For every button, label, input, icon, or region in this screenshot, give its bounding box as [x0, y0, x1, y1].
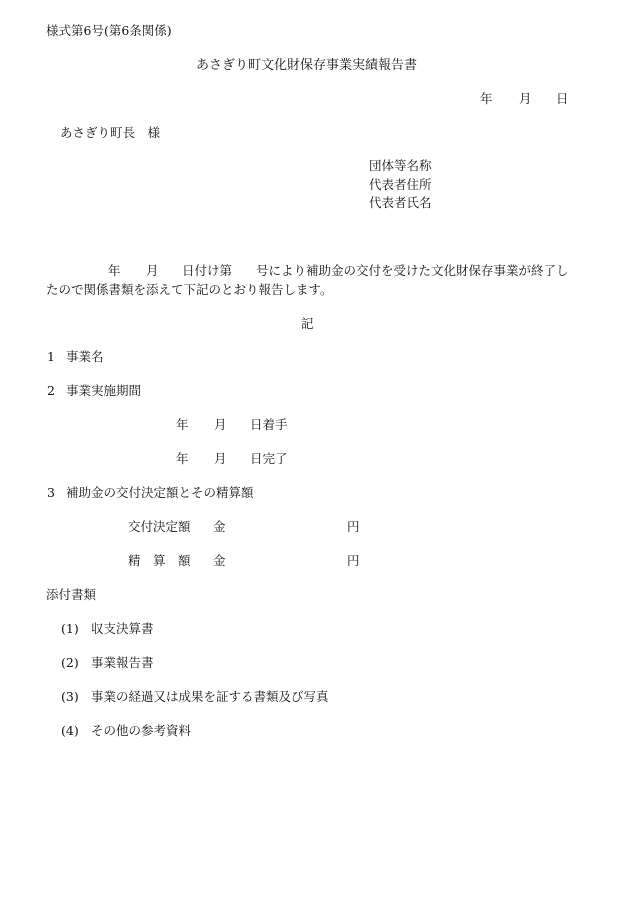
body-year: 年 — [108, 263, 121, 278]
attachment-number: (3) — [61, 689, 79, 704]
end-month: 月 — [214, 451, 227, 466]
date-day: 日 — [556, 91, 569, 106]
body-line2: たので関係書類を添えて下記のとおり報告します。 — [46, 282, 333, 297]
body-month: 月 — [146, 263, 159, 278]
end-year: 年 — [176, 451, 189, 466]
attachment-number: (4) — [61, 723, 79, 738]
attachment-text: 事業報告書 — [91, 655, 154, 670]
section-3-label: 補助金の交付決定額とその精算額 — [66, 485, 254, 500]
attachment-number: (2) — [61, 655, 79, 670]
body-line1-text: 号により補助金の交付を受けた文化財保存事業が終了し — [256, 263, 569, 278]
ki-heading: 記 — [301, 316, 314, 331]
start-day: 日着手 — [250, 417, 288, 432]
settled-amount-yen: 円 — [347, 553, 360, 568]
body-day: 日付け第 — [182, 263, 233, 278]
attachment-number: (1) — [61, 621, 79, 636]
attachment-text: 収支決算書 — [91, 621, 154, 636]
end-day: 日完了 — [250, 451, 288, 466]
grant-decided-yen: 円 — [347, 519, 360, 534]
section-2-label: 事業実施期間 — [66, 383, 142, 398]
attachments-heading: 添付書類 — [46, 587, 97, 602]
grant-decided-kin: 金 — [213, 519, 226, 534]
addressee: あさぎり町長 様 — [60, 125, 161, 140]
settled-amount-label: 精 算 額 — [128, 553, 191, 568]
org-name-label: 団体等名称 — [369, 158, 432, 173]
settled-amount-kin: 金 — [213, 553, 226, 568]
section-3-number: 3 — [47, 485, 55, 500]
start-year: 年 — [176, 417, 189, 432]
rep-address-label: 代表者住所 — [369, 177, 432, 192]
start-month: 月 — [214, 417, 227, 432]
date-year: 年 — [480, 91, 493, 106]
document-title: あさぎり町文化財保存事業実績報告書 — [196, 58, 418, 73]
date-month: 月 — [519, 91, 532, 106]
attachment-text: その他の参考資料 — [91, 723, 192, 738]
rep-name-label: 代表者氏名 — [369, 195, 432, 210]
attachment-text: 事業の経過又は成果を証する書類及び写真 — [91, 689, 329, 704]
section-1-label: 事業名 — [66, 349, 104, 364]
form-number: 様式第6号(第6条関係) — [46, 23, 172, 38]
section-2-number: 2 — [47, 383, 55, 398]
grant-decided-label: 交付決定額 — [128, 519, 191, 534]
section-1-number: 1 — [47, 349, 55, 364]
